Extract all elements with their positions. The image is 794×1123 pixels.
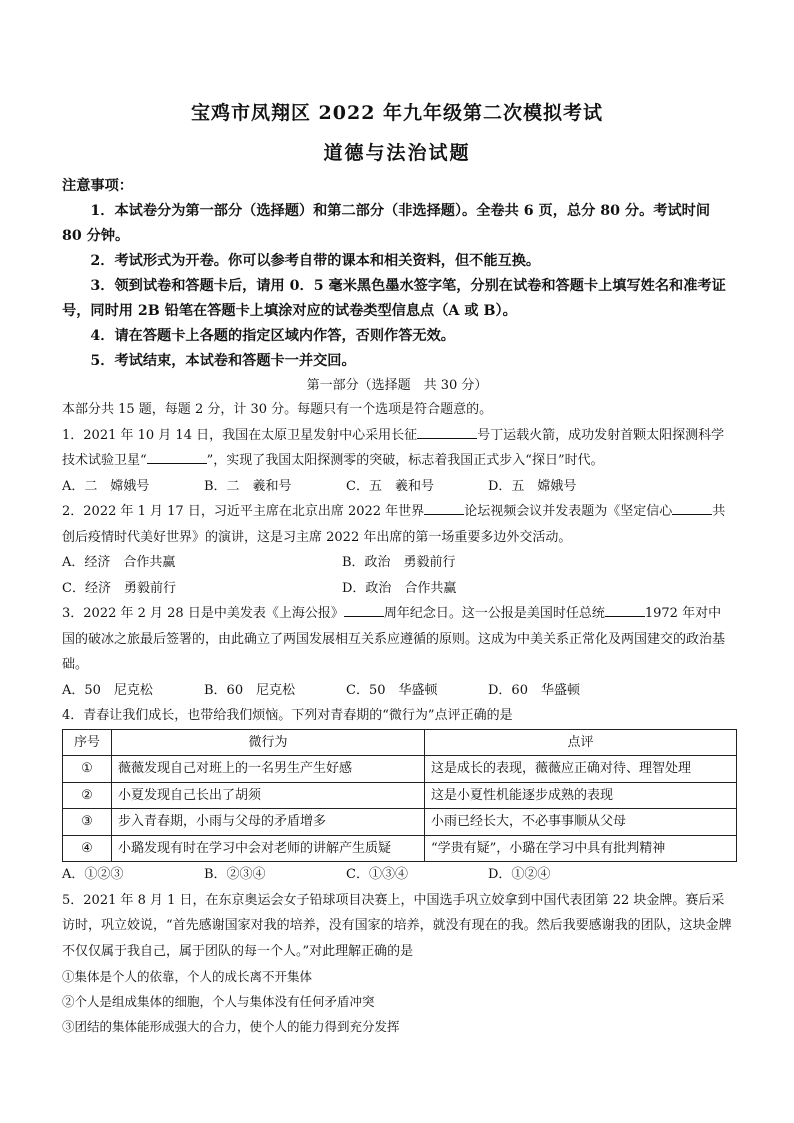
q2-options <box>62 550 734 576</box>
q5-choice: ③团结的集体能形成强大的合力，使个人的能力得到充分发挥 <box>62 1019 400 1034</box>
cell-behavior: 小夏发现自己长出了胡须 <box>112 782 425 809</box>
table-row <box>63 835 737 862</box>
notice-section <box>62 174 734 374</box>
option: D．五 嫦娥号 <box>488 478 577 494</box>
question-2 <box>62 499 734 550</box>
question-4: 4．青春让我们成长，也带给我们烦恼。下列对青春期的“微行为”点评正确的是 <box>62 708 513 723</box>
q4-options <box>62 862 734 888</box>
option: A．经济 合作共赢 <box>62 555 176 570</box>
exam-title: 宝鸡市凤翔区 2022 年九年级第二次模拟考试 <box>190 102 604 124</box>
q1-stem-c: ”，实现了我国太阳探测零的突破，标志着我国正式步入“探日”时代。 <box>206 453 604 468</box>
option: B．60 尼克松 <box>204 682 296 698</box>
q5-choice: ①集体是个人的依靠，个人的成长离不开集体 <box>62 969 313 984</box>
table-header-row <box>63 729 737 756</box>
q3-options <box>62 678 734 704</box>
notice-item: 2．考试形式为开卷。你可以参考自带的课本和相关资料，但不能互换。 <box>90 253 541 269</box>
answer-blank <box>344 602 384 617</box>
table-row <box>63 809 737 836</box>
cell-comment: 小雨已经长大，不必事事顺从父母 <box>425 809 737 836</box>
q2-options <box>62 576 734 602</box>
cell-comment: “学贵有疑”，小璐在学习中具有批判精神 <box>425 835 737 862</box>
question-3 <box>62 601 734 678</box>
cell-behavior: 小璐发现有时在学习中会对老师的讲解产生质疑 <box>112 835 425 862</box>
column-header: 点评 <box>425 729 737 756</box>
notice-item: 3．领到试卷和答题卡后，请用 0．5 毫米黑色墨水签字笔，分别在试卷和答题卡上填写姓名和准考证号，同时用 2B 铅笔在答题卡上填涂对应的试卷类型信息点（A 或 B）。 <box>62 278 726 319</box>
cell-index: ① <box>63 756 112 783</box>
notice-item: 1．本试卷分为第一部分（选择题）和第二部分（非选择题）。全卷共 6 页，总分 80 分。考试时间 80 分钟。 <box>62 203 711 244</box>
q1-stem-b: 号丁运载火箭，成功发射首颗太阳探测科学技术试验卫星“ <box>62 427 725 468</box>
answer-blank <box>672 500 712 515</box>
notice-heading: 注意事项： <box>62 178 133 194</box>
option: D．政治 合作共赢 <box>342 580 457 596</box>
option: C．五 羲和号 <box>346 478 434 494</box>
cell-index: ③ <box>63 809 112 836</box>
questions <box>62 397 734 1039</box>
cell-comment: 这是小夏性机能逐步成熟的表现 <box>425 782 737 809</box>
cell-behavior: 薇薇发现自己对班上的一名男生产生好感 <box>112 756 425 783</box>
q1-options <box>62 474 734 500</box>
answer-blank <box>417 424 477 439</box>
notice-item: 5．考试结束，本试卷和答题卡一并交回。 <box>90 353 356 369</box>
q4-table <box>62 729 737 863</box>
answer-blank <box>424 500 464 515</box>
q2-stem-b: 论坛视频会议并发表题为《坚定信心 <box>464 504 673 519</box>
option: A．50 尼克松 <box>62 682 153 698</box>
column-header: 微行为 <box>112 729 425 756</box>
option: C．50 华盛顿 <box>346 682 438 698</box>
cell-index: ② <box>63 782 112 809</box>
option: C．经济 勇毅前行 <box>62 580 176 596</box>
question-5: 5．2021 年 8 月 1 日，在东京奥运会女子铅球项目决赛上，中国选手巩立姣拿到中国代表团第 22 块金牌。赛后采访时，巩立姣说，“首先感谢国家对我的培养，没有国家的培养，就没有现在的我。然后我要感谢我的团队，这块金牌不仅仅属于我自己，属于团队的每一个人。”对此理解正确的是 <box>62 892 732 959</box>
option: B．二 羲和号 <box>204 478 292 494</box>
option: C．①③④ <box>346 867 408 882</box>
table-row <box>63 756 737 783</box>
option: B．②③④ <box>204 867 266 882</box>
section-intro: 本部分共 15 题，每题 2 分，计 30 分。每题只有一个选项是符合题意的。 <box>62 402 493 417</box>
section-heading: 第一部分（选择题 共 30 分） <box>306 378 488 393</box>
answer-blank <box>605 602 645 617</box>
option: D．①②④ <box>488 867 551 882</box>
q3-stem-c: 1972 年对中国的破冰之旅最后签署的，由此确立了两国发展相互关系应遵循的原则。这成为中美关系正常化及两国建交的政治基础。 <box>62 606 726 672</box>
exam-subtitle: 道德与法治试题 <box>323 142 471 164</box>
option: A．①②③ <box>62 867 124 882</box>
q1-stem-a: 1．2021 年 10 月 14 日，我国在太原卫星发射中心采用长征 <box>62 427 418 443</box>
q5-choice: ②个人是组成集体的细胞，个人与集体没有任何矛盾冲突 <box>62 994 375 1009</box>
q3-stem-b: 周年纪念日。这一公报是美国时任总统 <box>383 606 605 621</box>
cell-behavior: 步入青春期，小雨与父母的矛盾增多 <box>112 809 425 836</box>
table-row <box>63 782 737 809</box>
cell-comment: 这是成长的表现，薇薇应正确对待、理智处理 <box>425 756 737 783</box>
option: B．政治 勇毅前行 <box>342 555 456 570</box>
answer-blank <box>147 449 207 464</box>
q2-stem-c: 共创后疫情时代美好世界》的演讲，这是习主席 2022 年出席的第一场重要多边外交活动。 <box>62 504 726 545</box>
q2-stem-a: 2．2022 年 1 月 17 日，习近平主席在北京出席 2022 年世界 <box>62 504 425 519</box>
cell-index: ④ <box>63 835 112 862</box>
option: D．60 华盛顿 <box>488 682 580 698</box>
question-1 <box>62 423 734 474</box>
column-header: 序号 <box>63 729 112 756</box>
option: A．二 嫦娥号 <box>62 478 150 494</box>
notice-item: 4．请在答题卡上各题的指定区域内作答，否则作答无效。 <box>90 328 455 344</box>
q3-stem-a: 3．2022 年 2 月 28 日是中美发表《上海公报》 <box>62 606 344 621</box>
